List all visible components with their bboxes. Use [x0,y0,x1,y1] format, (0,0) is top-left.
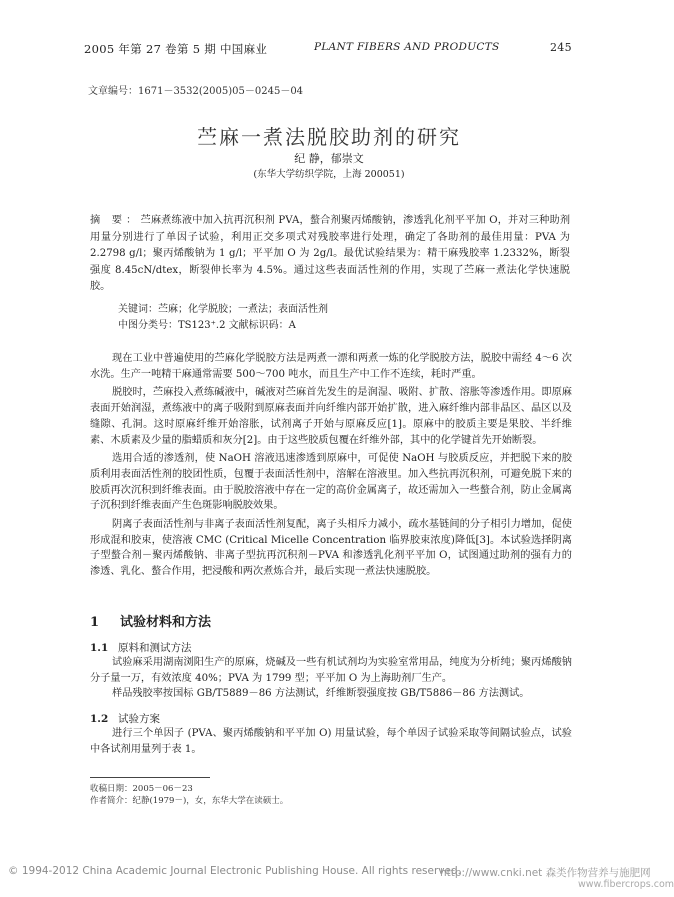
abstract-text: 苎麻煮练液中加入抗再沉积剂 PVA，螯合剂聚丙烯酸钠，渗透乳化剂平平加 O，并对三种助剂用量分别进行了单因子试验，利用正交多项式对残胶率进行处理，确定了各助剂的最佳用量：PVA 为 2.2798 g/l；聚丙烯酸钠为 1 g/l；平平加 O 为 2g/l。最优试验结果为：精干麻残胶率 1.2332%，断裂强度 8.45cN/dtex，断裂伸长率为 4.5%。通过这些表面活性剂的作用，实现了苎麻一煮法化学快速脱胶。 [90,215,571,292]
section-title: 试验材料和方法 [120,615,212,630]
journal-name-en: PLANT FIBERS AND PRODUCTS [314,41,500,53]
body-paragraph: 阴离子表面活性剂与非离子表面活性剂复配，离子头相斥力减小，疏水基链间的分子相引力增加，促使形成混和胶束，使溶液 CMC (Critical Micelle Concentration 临界胶束浓度)降低[3]。本试验选择阴离子型螯合剂－聚丙烯酸钠、非离子型抗再沉积剂－PVA 和渗透乳化剂平平加 O，试图通过助剂的强有力的渗透、乳化、螯合作用，把浸酸和两次煮炼合并，最后实现一煮法快速脱胶。 [90,519,572,578]
running-header [84,41,584,57]
body-paragraph: 进行三个单因子 (PVA、聚丙烯酸钠和平平加 O) 用量试验，每个单因子试验采取等间隔试验点，试验中各试剂用量列于表 1。 [90,728,572,755]
received-date: 收稿日期：2005－06－23 [90,784,193,794]
subsection-heading [90,711,160,726]
classification: 中图分类号：TS123⁺.2 文献标识码：A [118,320,296,331]
section-number: 1 [90,615,100,630]
section-heading [90,611,211,630]
abstract [90,213,570,296]
footnotes [90,783,288,807]
journal-name-cn: 中国麻业 [220,42,268,56]
subsection-title: 试验方案 [118,713,160,725]
subsection-body [90,726,572,757]
watermark-site: www.fibercrops.com [578,879,674,890]
abstract-label: 摘 要： [90,215,141,226]
introduction [90,351,572,583]
subsection-number: 1.2 [90,713,109,725]
authors: 纪 静，郁崇文 [294,152,364,165]
footnote-divider [90,777,210,778]
subsection-number: 1.1 [90,642,109,654]
body-paragraph: 选用合适的渗透剂，使 NaOH 溶液迅速渗透到原麻中，可促使 NaOH 与胶质反应，并把脱下来的胶质利用表面活性剂的胶团性质，包覆于表面活性剂中，溶解在溶液里。加入些抗再沉积剂，可避免脱下来的胶质再次沉积到纤维表面。由于脱胶溶液中存在一定的高价金属离子，故还需加入一些螯合剂，防止金属离子沉积到纤维表面产生色斑影响脱胶效果。 [90,453,572,512]
paper-title: 苎麻一煮法脱胶助剂的研究 [197,125,461,149]
affiliation: (东华大学纺织学院，上海 200051) [253,169,405,180]
subsection-heading [90,640,192,655]
watermark-link[interactable]: http://www.cnki.net [440,867,543,879]
copyright-notice: © 1994-2012 China Academic Journal Electronic Publishing House. All rights reserved. [8,865,461,877]
body-paragraph: 样品残胶率按国标 GB/T5889－86 方法测试，纤维断裂强度按 GB/T5886－86 方法测试。 [112,688,530,700]
author-bio: 作者简介：纪静(1979－)，女，东华大学在读硕士。 [90,796,289,806]
body-paragraph: 试验麻采用湖南浏阳生产的原麻，烧碱及一些有机试剂均为实验室常用品，纯度为分析纯；聚丙烯酸钠分子量一万，有效浓度 40%；PVA 为 1799 型；平平加 O 为上海助剂厂生产。 [90,657,572,684]
subsection-body [90,655,572,702]
keywords: 关键词：苎麻；化学脱胶；一煮法；表面活性剂 [118,304,328,315]
body-paragraph: 现在工业中普遍使用的苎麻化学脱胶方法是两煮一漂和两煮一炼的化学脱胶方法，脱胶中需经 4～6 次水洗。生产一吨精干麻通常需要 500～700 吨水，而且生产中工作不连续，耗时严重。 [90,353,572,380]
body-paragraph: 脱胶时，苎麻投入煮练碱液中，碱液对苎麻首先发生的是润湿、吸附、扩散、溶胀等渗透作用。即原麻表面开始润湿，煮练液中的离子吸附到原麻表面并向纤维内部开始扩散，进入麻纤维内部非晶区、晶区以及缝隙、孔洞。这时原麻纤维开始溶胀，试剂离子开始与原麻反应[1]。原麻中的胶质主要是果胶、半纤维素、木质素及少量的脂蜡质和灰分[2]。由于这些胶质包覆在纤维外部，其中的化学键首先开始断裂。 [90,387,572,446]
watermark-url [440,865,651,880]
journal-issue: 2005 年第 27 卷第 5 期 [84,42,217,56]
page-number: 245 [550,41,572,54]
article-id: 文章编号：1671－3532(2005)05－0245－04 [88,86,304,97]
subsection-title: 原料和测试方法 [118,642,192,654]
watermark-cn: 森类作物营养与施肥网 [545,867,651,879]
